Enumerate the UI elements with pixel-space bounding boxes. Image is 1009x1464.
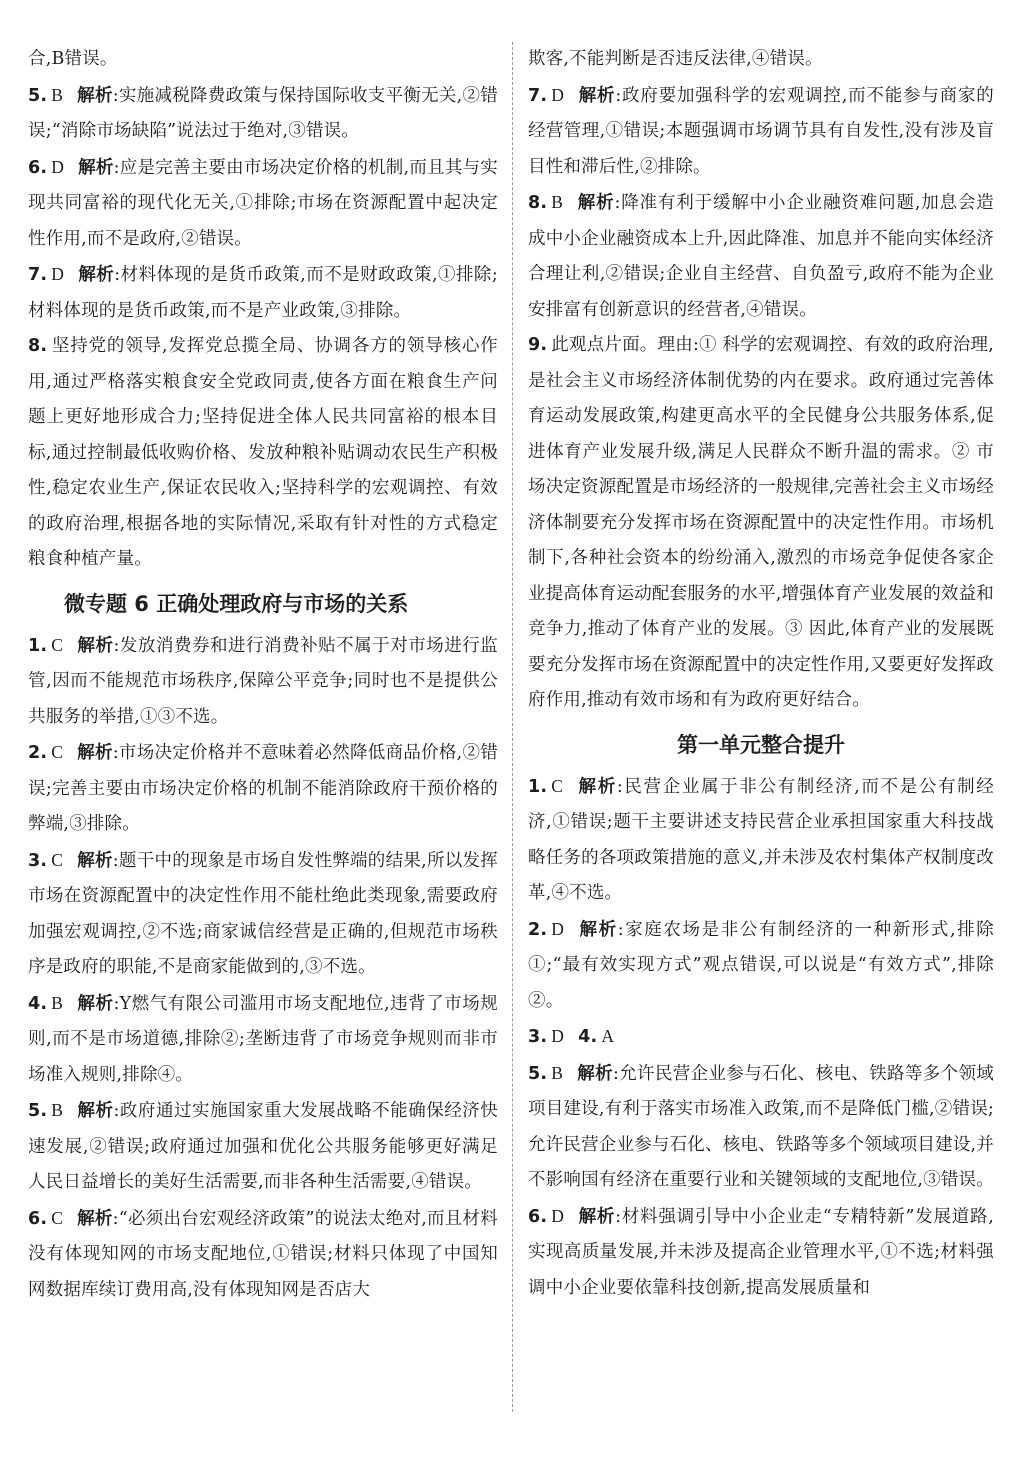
answer-item — [528, 78, 994, 186]
question-number: 4. — [578, 1027, 598, 1047]
question-number: 3. — [528, 1027, 548, 1047]
section-heading: 微专题 6 正确处理政府与市场的关系 — [64, 591, 409, 616]
answer-item — [28, 735, 498, 843]
analysis-label: 解析 — [77, 1101, 114, 1121]
section-heading: 第一单元整合提升 — [677, 732, 845, 757]
answer-item — [28, 257, 498, 329]
continuation-text — [28, 42, 498, 78]
analysis-label: 解析 — [578, 1206, 616, 1227]
analysis-label: 解析 — [77, 635, 114, 656]
answer-item — [28, 1201, 498, 1309]
analysis-label: 解析 — [78, 157, 114, 178]
item-text: :题干中的现象是市场自发性弊端的结果,所以发挥市场在资源配置中的决定性作用不能杜绝此类现象,需要政府加强宏观调控,②不选;商家诚信经营是正确的,但规范市场秩序是政府的职能,不是商家能做到的,③不选。 — [28, 850, 498, 977]
item-text: :家庭农场是非公有制经济的一种新形式,排除①;“最有效实现方式”观点错误,可以说是“有效方式”,排除②。 — [528, 919, 994, 1011]
continuation-text — [528, 42, 994, 78]
question-number: 2. — [528, 919, 548, 940]
question-number: 3. — [28, 850, 48, 871]
question-number: 8. — [28, 336, 48, 356]
item-text: :降准有利于缓解中小企业融资难问题,加息会造成中小企业融资成本上升,因此降准、加息并不能向实体经济合理让利,②错误;企业自主经营、自负盈亏,政府不能为企业安排富有创新意识的经营者,④错误。 — [528, 193, 994, 320]
analysis-label: 解析 — [77, 1208, 113, 1229]
answer-item — [528, 1056, 994, 1199]
analysis-label: 解析 — [77, 85, 113, 106]
answer-item — [528, 912, 994, 1020]
answer-item — [528, 185, 994, 328]
item-text: :民营企业属于非公有制经济,而不是公有制经济,①错误;题干主要讲述支持民营企业承担国家重大科技战略任务的各项政策措施的意义,并未涉及农村集体产权制度改革,④不选。 — [528, 776, 994, 903]
answer-letter: B — [551, 1062, 564, 1083]
answer-letter: D — [551, 1026, 565, 1046]
answer-item — [528, 1199, 994, 1307]
analysis-label: 解析 — [77, 850, 113, 871]
analysis-label: 解析 — [577, 1063, 613, 1084]
question-number: 6. — [28, 157, 48, 178]
question-number: 6. — [28, 1208, 48, 1229]
question-number: 4. — [28, 993, 48, 1014]
question-number: 5. — [528, 1063, 548, 1084]
analysis-label: 解析 — [578, 919, 618, 940]
answer-letter: B — [551, 192, 564, 212]
question-number: 1. — [528, 776, 548, 797]
item-text: :市场决定价格并不意味着必然降低商品价格,②错误;完善主要由市场决定价格的机制不能消除政府干预价格的弊端,③排除。 — [28, 743, 498, 834]
item-text: :发放消费券和进行消费补贴不属于对市场进行监管,因而不能规范市场秩序,保障公平竞争;同时也不是提供公共服务的举措,①③不选。 — [28, 635, 499, 727]
right-column — [528, 42, 994, 1306]
item-text: :材料体现的是货币政策,而不是财政政策,①排除;材料体现的是货币政策,而不是产业政策,③排除。 — [28, 265, 498, 321]
item-text: 欺客,不能判断是否违反法律,④错误。 — [528, 49, 823, 69]
question-number: 7. — [28, 265, 48, 285]
item-text: :政府通过实施国家重大发展战略不能确保经济快速发展,②错误;政府通过加强和优化公共服务能够更好满足人民日益增长的美好生活需要,而非各种生活需要,④错误。 — [28, 1101, 499, 1192]
analysis-label: 解析 — [577, 193, 615, 213]
answer-item — [28, 843, 498, 986]
answer-letter: C — [51, 849, 64, 870]
question-number: 9. — [528, 335, 548, 355]
item-text: :Y燃气有限公司滥用市场支配地位,违背了市场规则,而不是市场道德,排除②;垄断违背了市场竞争规则而非市场准入规则,排除④。 — [28, 993, 498, 1085]
analysis-label: 解析 — [77, 743, 113, 763]
answer-letter: C — [51, 634, 64, 655]
item-text: :材料强调引导中小企业走“专精特新”发展道路,实现高质量发展,并未涉及提高企业管理水平,①不选;材料强调中小企业要依靠科技创新,提高发展质量和 — [528, 1206, 994, 1298]
answer-letter: D — [551, 1205, 565, 1226]
answer-letter: D — [51, 264, 65, 284]
item-text: 坚持党的领导,发挥党总揽全局、协调各方的领导核心作用,通过严格落实粮食安全党政同责,使各方面在粮食生产问题上更好地形成合力;坚持促进全体人民共同富裕的根本目标,通过控制最低收购价格、发放种粮补贴调动农民生产积极性,稳定农业生产,保证农民收入;坚持科学的宏观调控、有效的政府治理,根据各地的实际情况,采取有针对性的方式稳定粮食种植产量。 — [28, 336, 498, 569]
item-text: 合,B错误。 — [28, 49, 118, 69]
answer-item — [28, 150, 498, 258]
answer-item — [528, 1019, 994, 1056]
item-text: :实施减税降费政策与保持国际收支平衡无关,②错误;“消除市场缺陷”说法过于绝对,③错误。 — [28, 85, 498, 141]
question-number: 5. — [28, 1101, 48, 1121]
analysis-label: 解析 — [78, 265, 115, 285]
answer-letter: D — [51, 156, 65, 177]
answer-letter: A — [601, 1026, 615, 1046]
answer-letter: C — [551, 775, 564, 796]
question-number: 7. — [528, 85, 548, 106]
answer-item — [28, 329, 498, 578]
answer-letter: B — [51, 992, 64, 1013]
analysis-label: 解析 — [77, 993, 114, 1014]
item-text: :政府要加强科学的宏观调控,而不能参与商家的经营管理,①错误;本题强调市场调节具有自发性,没有涉及盲目性和滞后性,②排除。 — [528, 85, 994, 177]
column-divider — [512, 42, 513, 1412]
answer-item — [28, 986, 498, 1094]
answer-letter: C — [51, 742, 64, 762]
item-text: :应是完善主要由市场决定价格的机制,而且其与实现共同富裕的现代化无关,①排除;市场在资源配置中起决定性作用,而不是政府,②错误。 — [28, 157, 498, 249]
answer-letter: B — [51, 84, 64, 105]
item-text: :“必须出台宏观经济政策”的说法太绝对,而且材料没有体现知网的市场支配地位,①错误;材料只体现了中国知网数据库续订费用高,没有体现知网是否店大 — [28, 1208, 498, 1300]
item-text: :允许民营企业参与石化、核电、铁路等多个领域项目建设,有利于落实市场准入政策,而不是降低门槛,②错误;允许民营企业参与石化、核电、铁路等多个领域项目建设,并不影响国有经济在重要行业和关键领域的支配地位,③错误。 — [528, 1063, 995, 1190]
answer-item — [28, 1093, 498, 1201]
answer-item — [528, 769, 994, 912]
answer-item — [28, 628, 498, 736]
question-number: 5. — [28, 85, 48, 106]
question-number: 8. — [528, 193, 548, 213]
answer-letter: D — [551, 918, 565, 939]
question-number: 6. — [528, 1206, 548, 1227]
answer-letter: C — [51, 1207, 64, 1228]
left-column — [28, 42, 498, 1308]
analysis-label: 解析 — [577, 776, 617, 797]
answer-letter: B — [51, 1100, 64, 1120]
answer-item — [28, 78, 498, 150]
item-text: 此观点片面。理由:① 科学的宏观调控、有效的政府治理,是社会主义市场经济体制优势的内在要求。政府通过完善体育运动发展政策,构建更高水平的全民健身公共服务体系,促进体育产业发展升级,满足人民群众不断升温的需求。② 市场决定资源配置是市场经济的一般规律,完善社会主义市场经济体制要充分发挥市场在资源配置中的决定性作用。市场机制下,各种社会资本的纷纷涌入,激烈的市场竞争促使各家企业提高体育运动配套服务的水平,增强体育产业发展的效益和竞争力,推动了体育产业的发展。③ 因此,体育产业的发展既要充分发挥市场在资源配置中的决定性作用,又要更好发挥政府作用,推动有效市场和有为政府更好结合。 — [528, 335, 994, 710]
answer-item — [528, 328, 994, 719]
analysis-label: 解析 — [578, 85, 616, 106]
answer-letter: D — [551, 84, 565, 105]
question-number: 2. — [28, 743, 48, 763]
question-number: 1. — [28, 635, 48, 656]
